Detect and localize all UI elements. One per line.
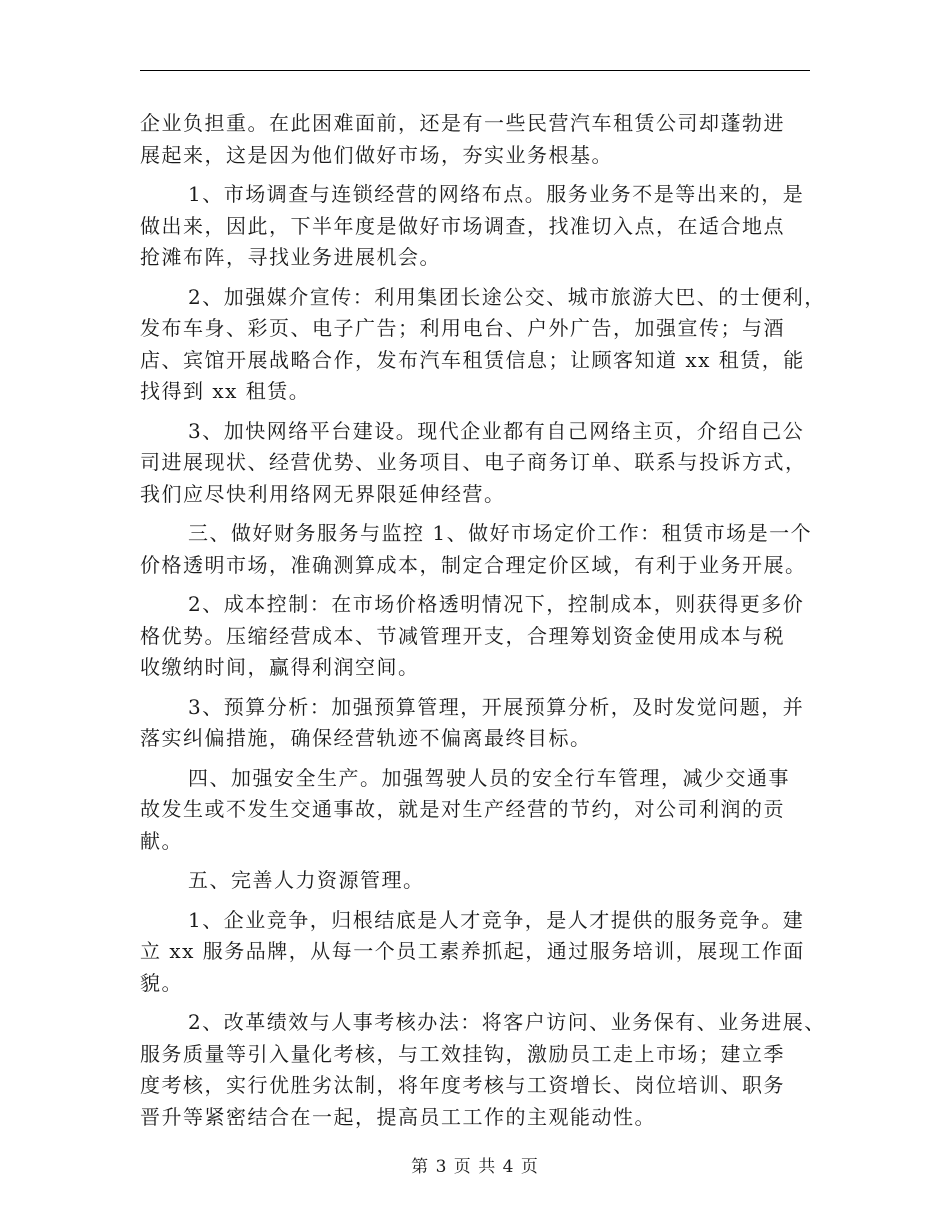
body-text — [140, 108, 826, 1141]
paragraph — [140, 763, 812, 858]
text-line: 店、宾馆开展战略合作，发布汽车租赁信息；让顾客知道 xx 租赁，能 — [140, 347, 805, 372]
text-line: 司进展现状、经营优势、业务项目、电子商务订单、联系与投诉方式， — [140, 450, 807, 474]
text-line: 落实纠偏措施，确保经营轨迹不偏离最终目标。 — [140, 726, 592, 750]
text-line: 收缴纳时间，赢得利润空间。 — [140, 655, 420, 679]
text-line: 服务质量等引入量化考核，与工效挂钩，激励员工走上市场；建立季 — [140, 1041, 785, 1066]
text-line: 企业负担重。在此困难面前，还是有一些民营汽车租赁公司却蓬勃进 — [140, 111, 785, 135]
text-line: 发布车身、彩页、电子广告；利用电台、户外广告，加强宣传；与酒 — [140, 316, 785, 340]
text-line: 展起来，这是因为他们做好市场，夯实业务根基。 — [140, 142, 613, 167]
text-line: 献。 — [140, 828, 183, 853]
paragraph — [140, 865, 812, 897]
text-line: 四、加强安全生产。加强驾驶人员的安全行车管理，减少交通事 — [188, 765, 790, 790]
text-line: 故发生或不发生交通事故，就是对生产经营的节约，对公司利润的贡 — [140, 797, 785, 821]
text-line: 3、加快网络平台建设。现代企业都有自己网络主页，介绍自己公 — [188, 418, 805, 443]
text-line: 度考核，实行优胜劣汰制，将年度考核与工资增长、岗位培训、职务 — [140, 1073, 785, 1097]
text-line: 貌。 — [140, 970, 183, 995]
paragraph — [140, 905, 812, 1000]
paragraph — [140, 518, 812, 581]
text-line: 价格透明市场，准确测算成本，制定合理定价区域，有利于业务开展。 — [140, 552, 807, 577]
header-rule — [140, 70, 810, 71]
text-line: 2、改革绩效与人事考核办法：将客户访问、业务保有、业务进展、 — [188, 1010, 826, 1034]
text-line: 做出来，因此，下半年度是做好市场调查，找准切入点，在适合地点 — [140, 213, 785, 238]
paragraph — [140, 108, 812, 171]
text-line: 找得到 xx 租赁。 — [140, 379, 311, 403]
paragraph — [140, 416, 812, 511]
text-line: 五、完善人力资源管理。 — [188, 868, 425, 892]
paragraph — [140, 282, 826, 408]
paragraph — [140, 589, 812, 684]
paragraph — [140, 692, 812, 755]
text-line: 抢滩布阵，寻找业务进展机会。 — [140, 245, 441, 269]
text-line: 1、企业竞争，归根结底是人才竞争，是人才提供的服务竞争。建 — [188, 907, 805, 932]
paragraph — [140, 1007, 826, 1133]
text-line: 2、加强媒介宣传：利用集团长途公交、城市旅游大巴、的士便利， — [188, 284, 826, 309]
text-line: 1、市场调查与连锁经营的网络布点。服务业务不是等出来的，是 — [188, 182, 805, 206]
paragraph — [140, 179, 812, 274]
text-line: 3、预算分析：加强预算管理，开展预算分析，及时发觉问题，并 — [188, 694, 805, 719]
page-number: 第 3 页 共 4 页 — [411, 1157, 539, 1177]
text-line: 2、成本控制：在市场价格透明情况下，控制成本，则获得更多价 — [188, 592, 805, 616]
text-line: 格优势。压缩经营成本、节减管理开支，合理筹划资金使用成本与税 — [140, 623, 785, 648]
text-line: 我们应尽快利用络网无界限延伸经营。 — [140, 481, 506, 506]
text-line: 晋升等紧密结合在一起，提高员工工作的主观能动性。 — [140, 1104, 656, 1129]
text-line: 立 xx 服务品牌，从每一个员工素养抓起，通过服务培训，展现工作面 — [140, 939, 805, 963]
text-line: 三、做好财务服务与监控 1、做好市场定价工作：租赁市场是一个 — [188, 521, 813, 545]
